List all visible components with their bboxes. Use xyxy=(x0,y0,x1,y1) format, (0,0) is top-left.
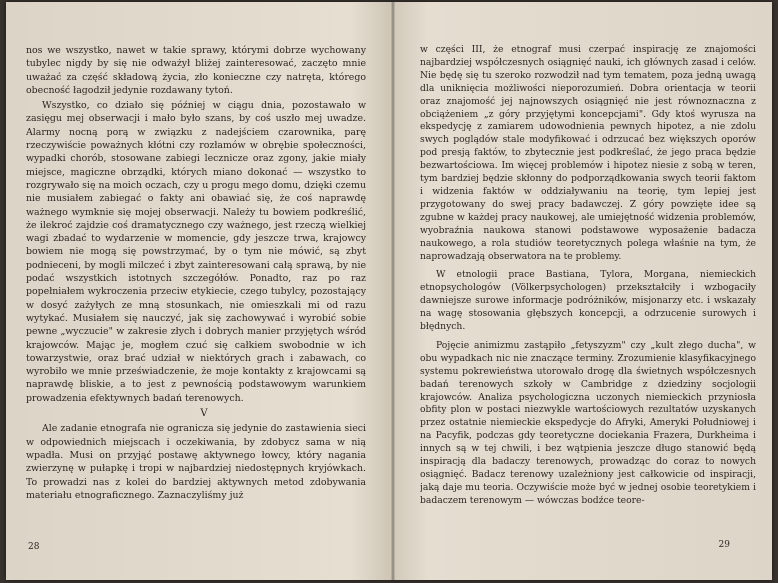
paragraph: Wszystko, co działo się później w ciągu dnia, pozostawało w zasięgu mej obserwacji i mało było szans, by coś uszło mej uwadze. Alarmy nocną porą w związku z nadejściem czarownika, parę rzeczywiście poważnych kłótni czy rozłamów w obrębie społeczności, wypadki chorób, stosowane zabiegi lecznicze oraz zgony, jakie miały miejsce, magiczne obrządki, których miano dokonać — wszystko to rozgrywało się na moich oczach, czy u progu mego domu, dzięki czemu nie musiałem zabiegać o fakty ani obawiać się, że coś naprawdę ważnego wymknie się mojej obserwacji. Należy tu bowiem podkreślić, że ilekroć zajdzie coś dramatycznego czy ważnego, jest rzeczą wielkiej wagi zbadać to wydarzenie w momencie, gdy jeszcze trwa, krajowcy bowiem nie mogą się powstrzymać, by o tym nie mówić, są zbyt podnieceni, by mogli milczeć i zbyt zainteresowani całą sprawą, by nie podać wszystkich istotnych szczegółów. Ponadto, raz po raz popełniałem wykroczenia przeciw etykiecie, czego tubylcy, pozostający w dosyć zażyłych ze mną stosunkach, nie omieszkali mi od razu wytykać. Musiałem się nauczyć, jak się zachowywać i wyrobić sobie pewne „wyczucie" w zakresie złych i dobrych manier przyjętych wśród krajowców. Mając je, mogłem czuć się całkiem swobodnie w ich towarzystwie, oraz brać udział w niektórych grach i zabawach, co wyrobiło we mnie przeświadczenie, że moje kontakty z krajowcami są naprawdę bliskie, a to jest z pewnością podstawowym warunkiem prowadzenia efektywnych badań terenowych. xyxy=(26,100,366,404)
section-numeral: V xyxy=(200,408,208,420)
right-page-text xyxy=(420,44,756,508)
page-number: 28 xyxy=(28,542,40,552)
paragraph: nos we wszystko, nawet w takie sprawy, którymi dobrze wychowany tubylec nigdy by się nie odważył bliżej zainteresować, zaczęto mnie uważać za część składową życia, zło konieczne czy natręta, którego obecność łagodził jedynie rozdawany tytoń. xyxy=(26,45,366,96)
book-gutter xyxy=(391,2,395,580)
paragraph: Ale zadanie etnografa nie ogranicza się jedynie do zastawienia sieci w odpowiednich miejscach i oczekiwania, by zdobycz sama w nią wpadła. Musi on przyjąć postawę aktywnego łowcy, który nagania zwierzynę w pułapkę i tropi w najbardziej niedostępnych kryjówkach. To prowadzi nas z kolei do bardziej aktywnych metod zdobywania materiału etnograficznego. Zaznaczyliśmy już xyxy=(26,423,366,501)
left-page-text xyxy=(26,44,366,502)
page-number: 29 xyxy=(718,540,730,550)
left-page xyxy=(26,2,366,580)
paragraph: w części III, że etnograf musi czerpać inspirację ze znajomości najbardziej współczesnych osiągnięć nauki, ich głównych zasad i celów. Nie będę się tu szeroko rozwodził nad tym tematem, poza jedną uwagą dla uniknięcia możliwości nieporozumień. Dobra orientacja w teorii oraz znajomość jej najnowszych osiągnięć nie jest równoznaczna z obciążeniem „z góry przyjętymi koncepcjami". Gdy ktoś wyrusza na ekspedycję z zamiarem udowodnienia pewnych hipotez, a nie zdolu swych poglądów stale modyfikować i odrzucać bez większych oporów pod presją faktów, to zbytecznie jest podkreślać, że jego praca będzie bezwartościowa. Im więcej problemów i hipotez niesie z sobą w teren, tym bardziej będzie skłonny do podporządkowania swych teorii faktom i widzenia faktów w oddziaływaniu na teorię, tym lepiej jest przygotowany do swej pracy badawczej. Z góry powzięte idee są zgubne w każdej pracy naukowej, ale umiejętność widzenia problemów, wyobraźnia naukowa stanowi podstawowe wyposażenie badacza naukowego, a rola studiów teoretycznych polega właśnie na tym, że naprowadzają obserwatora na te problemy. xyxy=(420,44,756,262)
right-page xyxy=(420,2,756,580)
book-spread xyxy=(6,2,772,580)
paragraph: Pojęcie animizmu zastąpiło „fetyszyzm" czy „kult złego ducha", w obu wypadkach nic nie znaczące terminy. Zrozumienie klasyfikacyjnego systemu pokrewieństwa utorowało drogę dla świetnych współczesnych badań terenowych szkoły w Cambridge z dziedziny socjologii krajowców. Analiza psychologiczna uczonych niemieckich przyniosła obfity plon w postaci niezwykle wartościowych rezultatów uzyskanych przez ostatnie niemieckie ekspedycje do Afryki, Ameryki Południowej i na Pacyfik, podczas gdy teoretyczne dociekania Frazera, Durkheima i innych są w tej chwili, i bez wątpienia jeszcze długo stanowić będą inspiracją dla badaczy terenowych, prowadząc do coraz to nowych osiągnięć. Badacz terenowy uzależniony jest całkowicie od inspiracji, jaką daje mu teoria. Oczywiście może być w jednej osobie teoretykiem i badaczem terenowym — wówczas bodźce teore- xyxy=(420,339,756,506)
paragraph: W etnologii prace Bastiana, Tylora, Morgana, niemieckich etnopsychologów (Völkerpsychologen) przekształciły i wzbogaciły dawniejsze surowe informacje podróżników, misjonarzy etc. i wskazały na wagę stosowania głębszych koncepcji, a odrzucenie surowych i błędnych. xyxy=(420,269,756,333)
